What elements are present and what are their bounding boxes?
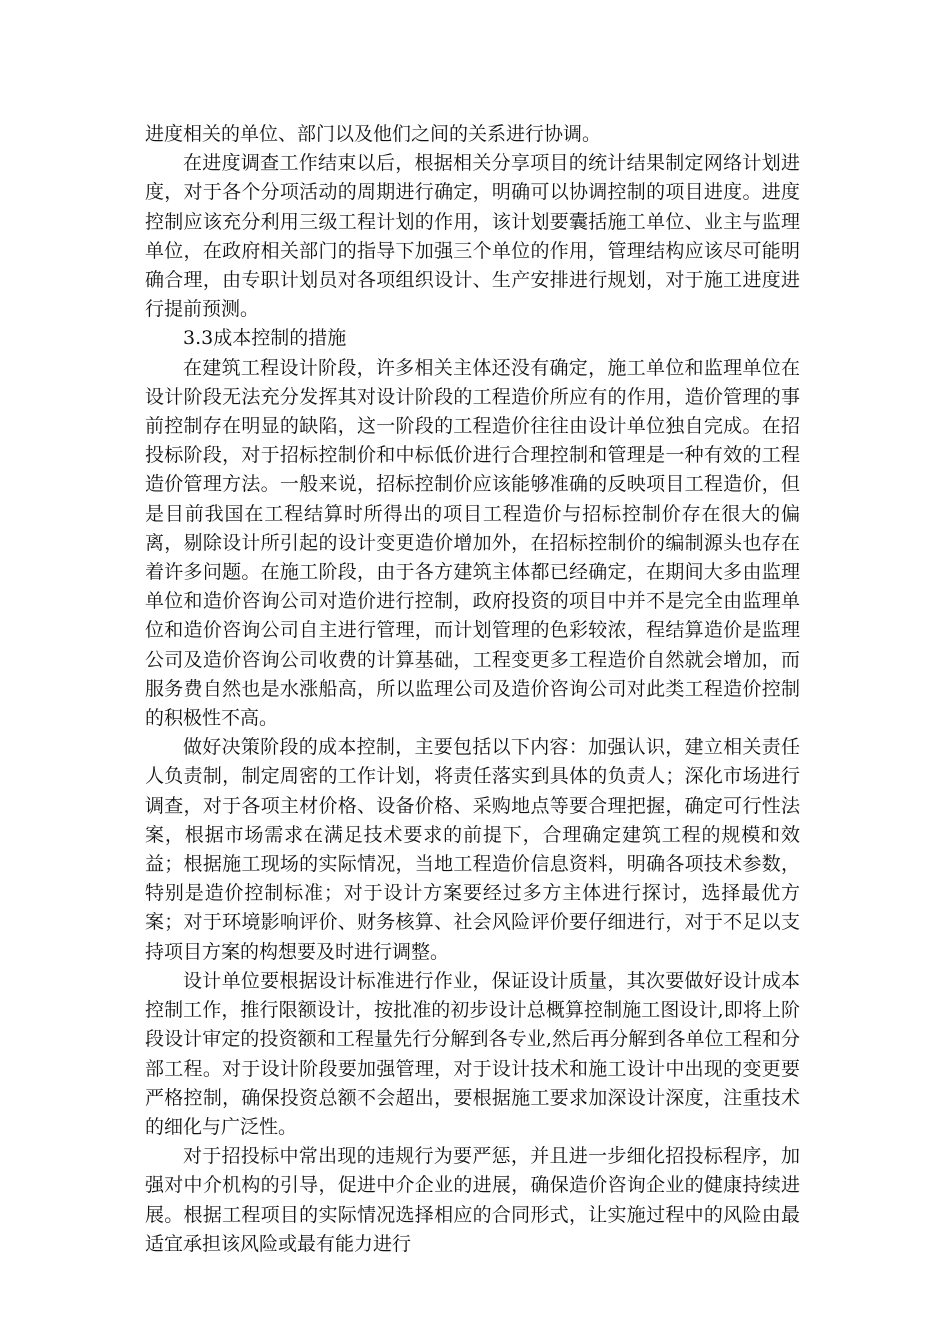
paragraph-continuation: 进度相关的单位、部门以及他们之间的关系进行协调。: [145, 123, 602, 145]
paragraph-design-stage: 在建筑工程设计阶段，许多相关主体还没有确定，施工单位和监理单位在设计阶段无法充分发挥其对设计阶段的工程造价所应有的作用，造价管理的事前控制存在明显的缺陷，这一阶段的工程造价往往由设计单位独自完成。在招投标阶段，对于招标控制价和中标低价进行合理控制和管理是一种有效的工程造价管理方法。一般来说，招标控制价应该能够准确的反映项目工程造价，但是目前我国在工程结算时所得出的项目工程造价与招标控制价存在很大的偏离，剔除设计所引起的设计变更造价增加外，在招标控制价的编制源头也存在着许多问题。在施工阶段，由于各方建筑主体都已经确定，在期间大多由监理单位和造价咨询公司对造价进行控制，政府投资的项目中并不是完全由监理单位和造价咨询公司自主进行管理，而计划管理的色彩较浓，程结算造价是监理公司及造价咨询公司收费的计算基础，工程变更多工程造价自然就会增加，而服务费自然也是水涨船高，所以监理公司及造价咨询公司对此类工程造价控制的积极性不高。: [145, 356, 800, 730]
paragraph-decision-stage: 做好决策阶段的成本控制，主要包括以下内容：加强认识，建立相关责任人负责制，制定周密的工作计划，将责任落实到具体的负责人；深化市场进行调查，对于各项主材价格、设备价格、采购地点等要合理把握，确定可行性法案，根据市场需求在满足技术要求的前提下，合理确定建筑工程的规模和效益；根据施工现场的实际情况，当地工程造价信息资料，明确各项技术参数，特别是造价控制标准；对于设计方案要经过多方主体进行探讨，选择最优方案；对于环境影响评价、财务核算、社会风险评价要仔细进行，对于不足以支持项目方案的构想要及时进行调整。: [145, 736, 800, 963]
paragraph-progress-survey: 在进度调查工作结束以后，根据相关分享项目的统计结果制定网络计划进度，对于各个分项活动的周期进行确定，明确可以协调控制的项目进度。进度控制应该充分利用三级工程计划的作用，该计划要囊括施工单位、业主与监理单位，在政府相关部门的指导下加强三个单位的作用，管理结构应该尽可能明确合理，由专职计划员对各项组织设计、生产安排进行规划，对于施工进度进行提前预测。: [145, 152, 800, 321]
document-body: [145, 120, 800, 1259]
paragraph-bidding: 对于招投标中常出现的违规行为要严惩，并且进一步细化招投标程序，加强对中介机构的引导，促进中介企业的进展，确保造价咨询企业的健康持续进展。根据工程项目的实际情况选择相应的合同形式，让实施过程中的风险由最适宜承担该风险或最有能力进行: [145, 1145, 800, 1255]
section-heading-cost-control: 3.3成本控制的措施: [183, 327, 347, 350]
paragraph-design-unit: 设计单位要根据设计标准进行作业，保证设计质量，其次要做好设计成本控制工作，推行限额设计，按批准的初步设计总概算控制施工图设计,即将上阶段设计审定的投资额和工程量先行分解到各专业,然后再分解到各单位工程和分部工程。对于设计阶段要加强管理，对于设计技术和施工设计中出现的变更要严格控制，确保投资总额不会超出，要根据施工要求加深设计深度，注重技术的细化与广泛性。: [145, 969, 800, 1138]
